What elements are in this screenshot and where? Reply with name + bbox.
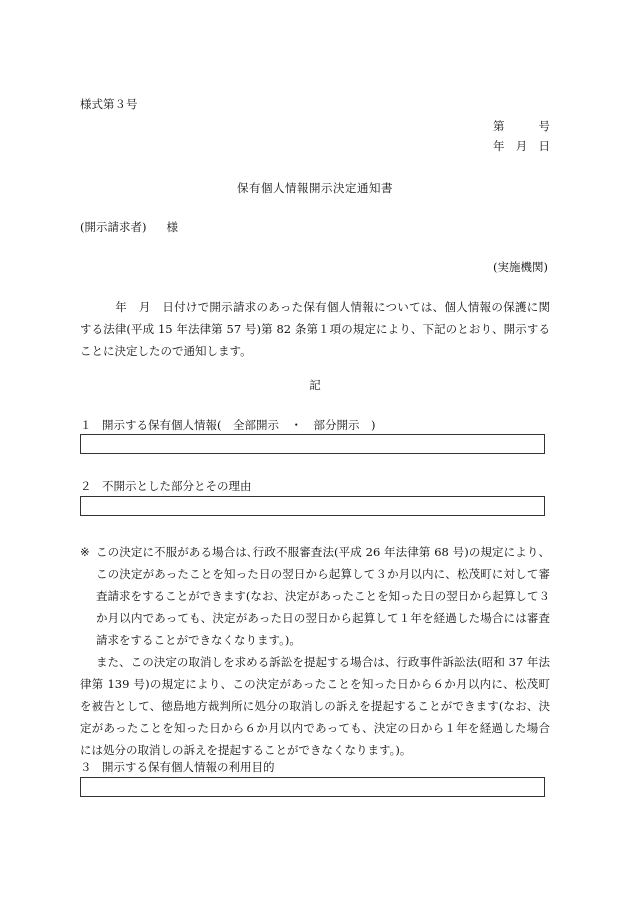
document-number-suffix: 号 <box>538 119 550 133</box>
body-text: 年 月 日付けで開示請求のあった保有個人情報については、個人情報の保護に関する法律(平成 15 年法律第 57 号)第 82 条第１項の規定により、下記のとおり、開示することに決定したので通知します。 <box>80 300 550 358</box>
ki-heading: 記 <box>309 378 321 392</box>
appeal-notice <box>80 541 550 761</box>
document-number-prefix: 第 <box>493 119 505 133</box>
section-1-number: １ <box>80 418 92 432</box>
section-2-box <box>80 496 545 516</box>
section-1-heading <box>80 417 375 433</box>
section-1-label: 開示する保有個人情報( 全部開示 ・ 部分開示 ) <box>102 418 376 432</box>
addressee-honorific: 様 <box>166 220 178 234</box>
section-2-number: ２ <box>80 479 92 493</box>
addressee <box>80 219 178 235</box>
document-date <box>493 138 550 154</box>
date-month: 月 <box>515 139 528 153</box>
date-day: 日 <box>538 139 550 153</box>
section-3-label: 開示する保有個人情報の利用目的 <box>102 760 275 774</box>
section-3-number: ３ <box>80 760 92 774</box>
issuing-agency: (実施機関) <box>493 260 548 274</box>
section-2-heading <box>80 478 252 494</box>
form-number: 様式第３号 <box>80 97 138 111</box>
section-3-heading <box>80 759 275 775</box>
appeal-notice-para-2: また、この決定の取消しを求める訴訟を提起する場合は、行政事件訴訟法(昭和 37 年法律第 139 号)の規定により、この決定があったことを知った日から６か月以内に、松茂町を被告として、徳島地方裁判所に処分の取消しの訴えを提起することができます(なお、決定があったことを知った日から６か月以内であっても、決定の日から１年を経過した場合には処分の取消しの訴えを提起することができなくなります。)。 <box>80 655 550 757</box>
document-title: 保有個人情報開示決定通知書 <box>237 181 393 195</box>
appeal-notice-para-1 <box>80 541 550 651</box>
section-2-label: 不開示とした部分とその理由 <box>102 479 252 493</box>
section-3-box <box>80 777 545 797</box>
section-1-box <box>80 434 545 454</box>
date-year: 年 <box>493 139 505 153</box>
document-number <box>493 118 550 134</box>
appeal-notice-text-1: この決定に不服がある場合は､行政不服審査法(平成 26 年法律第 68 号)の規定により、この決定があったことを知った日の翌日から起算して３か月以内に、松茂町に対して審査請求をすることができます(なお、決定があったことを知った日の翌日から起算して３か月以内であっても、決定があった日の翌日から起算して１年を経過した場合には審査請求をすることができなくなります。)。 <box>96 545 550 647</box>
addressee-label: (開示請求者) <box>80 220 147 234</box>
note-mark: ※ <box>80 545 90 559</box>
